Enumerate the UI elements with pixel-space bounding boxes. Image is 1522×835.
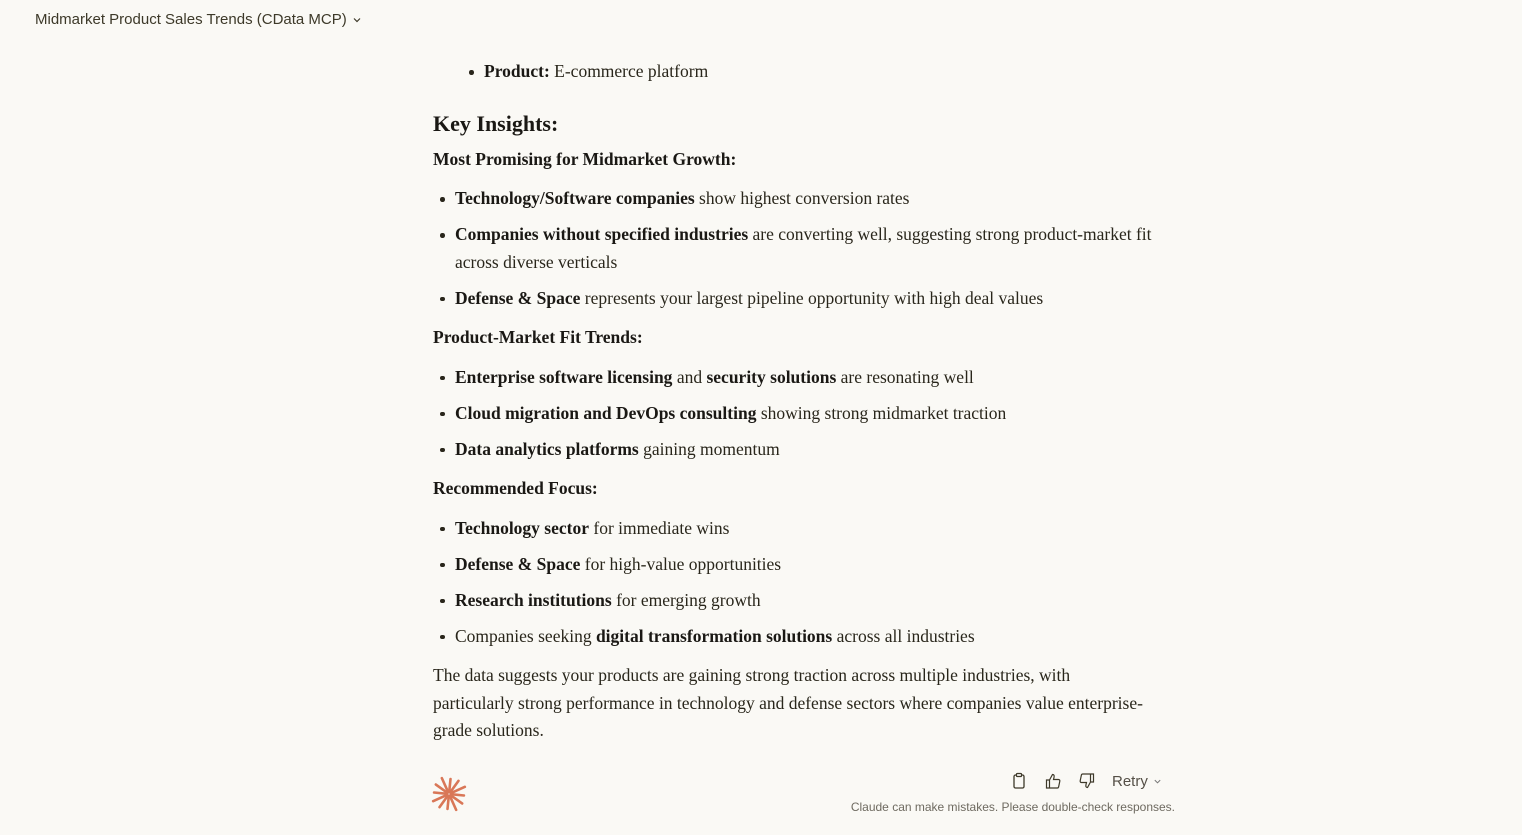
list-item — [455, 185, 1153, 213]
bold-text: Research institutions — [455, 589, 612, 610]
text: show highest conversion rates — [694, 188, 910, 208]
bold-text: Enterprise software licensing — [455, 366, 673, 387]
bold-text: security solutions — [706, 366, 837, 387]
list-item — [455, 551, 1153, 579]
thumbs-up-icon[interactable] — [1044, 772, 1062, 790]
thumbs-down-icon[interactable] — [1078, 772, 1096, 790]
text: are resonating well — [836, 366, 974, 387]
insight-section — [433, 146, 1153, 313]
list-item — [455, 515, 1153, 543]
bold-text: Companies without specified industries — [455, 224, 749, 244]
retry-button[interactable] — [1112, 773, 1162, 790]
section-list — [433, 364, 1153, 464]
list-item — [455, 436, 1153, 464]
section-title: Recommended Focus: — [433, 478, 598, 498]
list-item — [455, 400, 1153, 428]
text: showing strong midmarket traction — [756, 402, 1007, 423]
bold-text: Technology/Software companies — [455, 188, 695, 208]
key-insights-heading: Key Insights: — [433, 110, 559, 136]
message-actions — [1010, 772, 1162, 790]
conclusion-paragraph: The data suggests your products are gaining strong traction across multiple industries, with particularly strong performance in technology and defense sectors where companies value enterprise-grade solutions. — [433, 665, 1143, 740]
text: for immediate wins — [589, 517, 730, 538]
bold-text: digital transformation solutions — [595, 625, 833, 646]
list-item — [455, 285, 1153, 313]
assistant-message — [433, 58, 1153, 745]
claude-logo-icon — [431, 776, 467, 812]
section-title: Most Promising for Midmarket Growth: — [433, 148, 737, 169]
text: and — [672, 366, 707, 387]
text: across all industries — [832, 625, 975, 646]
bold-text: Data analytics platforms — [455, 438, 639, 459]
chevron-down-icon — [1153, 777, 1162, 786]
text: are converting well, suggesting strong product-market fit across diverse verticals — [455, 224, 1152, 272]
insight-section — [433, 475, 1153, 650]
bold-text: Product: — [484, 61, 550, 81]
section-list — [433, 185, 1153, 312]
bold-text: Defense & Space — [455, 553, 581, 574]
chevron-down-icon — [352, 15, 362, 25]
list-item — [455, 364, 1153, 392]
insight-section — [433, 324, 1153, 463]
list-item — [455, 221, 1153, 276]
text: E-commerce platform — [549, 61, 709, 81]
bold-text: Technology sector — [455, 517, 589, 538]
list-item — [455, 587, 1153, 615]
copy-icon[interactable] — [1010, 772, 1028, 790]
bold-text: Cloud migration and DevOps consulting — [455, 402, 757, 423]
list-item — [455, 623, 1153, 651]
disclaimer-text: Claude can make mistakes. Please double-check responses. — [850, 800, 1175, 814]
text: for emerging growth — [611, 589, 761, 610]
text: gaining momentum — [638, 438, 780, 459]
list-item — [484, 58, 1153, 86]
text: Companies seeking — [455, 625, 596, 646]
bold-text: Defense & Space — [455, 287, 581, 308]
product-list — [433, 58, 1153, 86]
section-list — [433, 515, 1153, 651]
conversation-title-dropdown[interactable] — [35, 11, 362, 28]
section-title: Product-Market Fit Trends: — [433, 327, 643, 347]
retry-label: Retry — [1112, 772, 1148, 790]
text: for high-value opportunities — [580, 553, 782, 574]
text: represents your largest pipeline opportunity with high deal values — [580, 287, 1044, 308]
conversation-title: Midmarket Product Sales Trends (CData MCP) — [35, 11, 347, 28]
